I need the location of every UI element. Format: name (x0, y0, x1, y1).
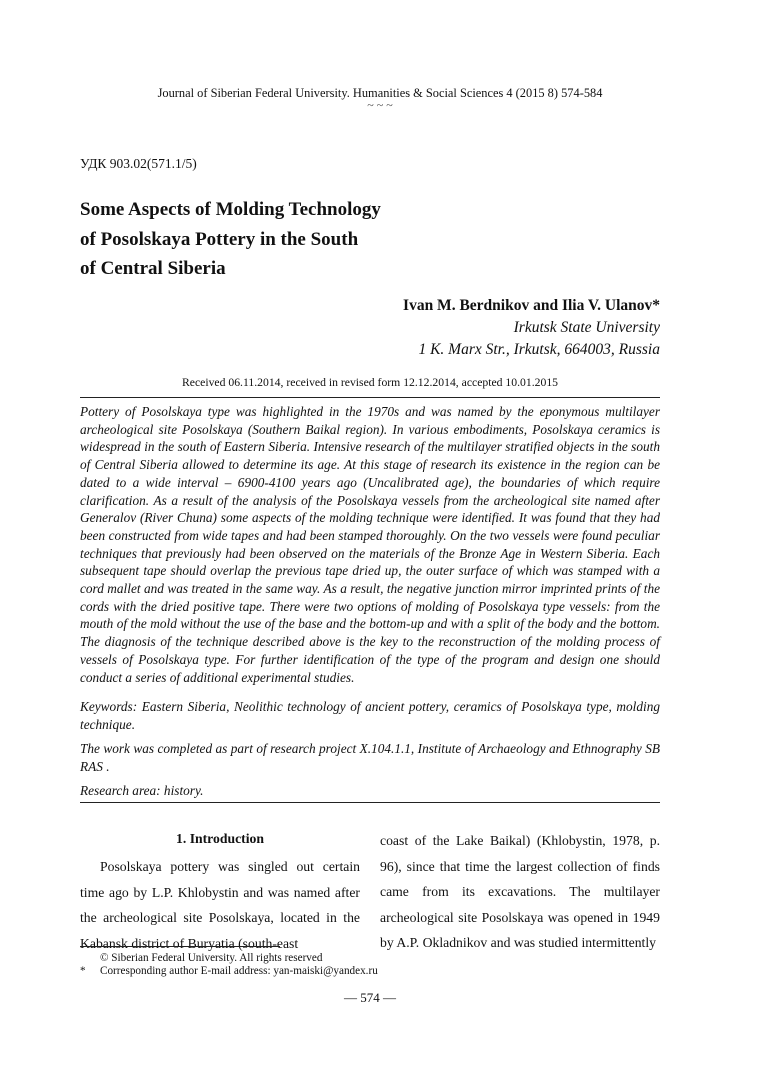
footnote-email: Corresponding author E-mail address: yan-maiski@yandex.ru (100, 965, 378, 977)
title-line-1: Some Aspects of Molding Technology (80, 199, 381, 220)
footnote-asterisk: * (80, 965, 86, 977)
research-area: Research area: history. (80, 783, 204, 798)
journal-header: Journal of Siberian Federal University. Humanities & Social Sciences 4 (2015 8) 574-584 (157, 86, 603, 100)
title-line-3: of Central Siberia (80, 258, 226, 279)
section-heading-introduction: 1. Introduction (176, 831, 264, 846)
header-separator: ~ ~ ~ (367, 98, 393, 112)
author-affiliation: Irkutsk State University (513, 319, 660, 336)
author-block (403, 295, 660, 361)
received-dates: Received 06.11.2014, received in revised form 12.12.2014, accepted 10.01.2015 (181, 376, 559, 389)
intro-paragraph-left: Posolskaya pottery was singled out certain time ago by L.P. Khlobystin and was named after the archeological site Posolskaya, located in the Kabansk district of Buryatia (south-east (80, 859, 360, 951)
footnote-corresponding (80, 965, 378, 978)
author-names: Ivan M. Berdnikov and Ilia V. Ulanov* (403, 297, 660, 314)
abstract-text: Pottery of Posolskaya type was highlighted in the 1970s and was named by the eponymous multilayer archeological site Posolskaya (Southern Baikal region). In various embodiments, Posolskaya ceramics is widespread in the south of Eastern Siberia. Intensive research of the multilayer stratified objects in the south of Central Siberia allowed to determine its age. At this stage of research its existence in the region can be dated to a wide interval – 6900-4100 years ago (Uncalibrated age), the boundaries of which require clarification. As a result of the analysis of the Posolskaya vessels from the archeological site named after Generalov (River Chuna) some aspects of the molding technique were identified. It was found that they had been constructed from wide tapes and had been stamped thoroughly. On the two vessels were found peculiar techniques that previously had been observed on the materials of the Bronze Age in Western Siberia. Each subsequent tape should overlap the previous tape dried up, the outer surface of which was stamped with a cord mallet and was treated in the same way. As a result, the negative junction mirror imprinted prints of the cords with the dried positive tape. There were two options of molding of Posolskaya type vessels: from the mouth of the mold without the use of the base and the bottom-up and with a split of the body and the bottom. The diagnosis of the technique described above is the key to the reconstruction of the molding process of vessels of Posolskaya type. For further identification of the type of the program and design one should conduct a series of additional experimental studies. (80, 404, 660, 685)
abstract-bottom-rule (80, 802, 660, 803)
acknowledgement: The work was completed as part of research project X.104.1.1, Institute of Archaeology and Ethnography SB RAS . (80, 741, 660, 774)
intro-paragraph-right: coast of the Lake Baikal) (Khlobystin, 1978, p. 96), since that time the largest collection of finds came from its excavations. The multilayer archeological site Posolskaya was opened in 1949 by A.P. Okladnikov and was studied intermittently (380, 833, 660, 950)
keywords: Keywords: Eastern Siberia, Neolithic technology of ancient pottery, ceramics of Posolskaya type, molding technique. (80, 699, 660, 732)
title-line-2: of Posolskaya Pottery in the South (80, 228, 359, 250)
footnote-copyright: © Siberian Federal University. All rights reserved (100, 952, 323, 964)
page-number: — 574 — (344, 990, 396, 1005)
author-address: 1 K. Marx Str., Irkutsk, 664003, Russia (418, 341, 660, 358)
body-column-right (380, 828, 660, 956)
udk-code: УДК 903.02(571.1/5) (80, 156, 197, 171)
body-column-left (80, 854, 360, 956)
abstract-top-rule (80, 397, 660, 398)
footnote-rule (80, 946, 280, 947)
article-title (80, 195, 500, 284)
